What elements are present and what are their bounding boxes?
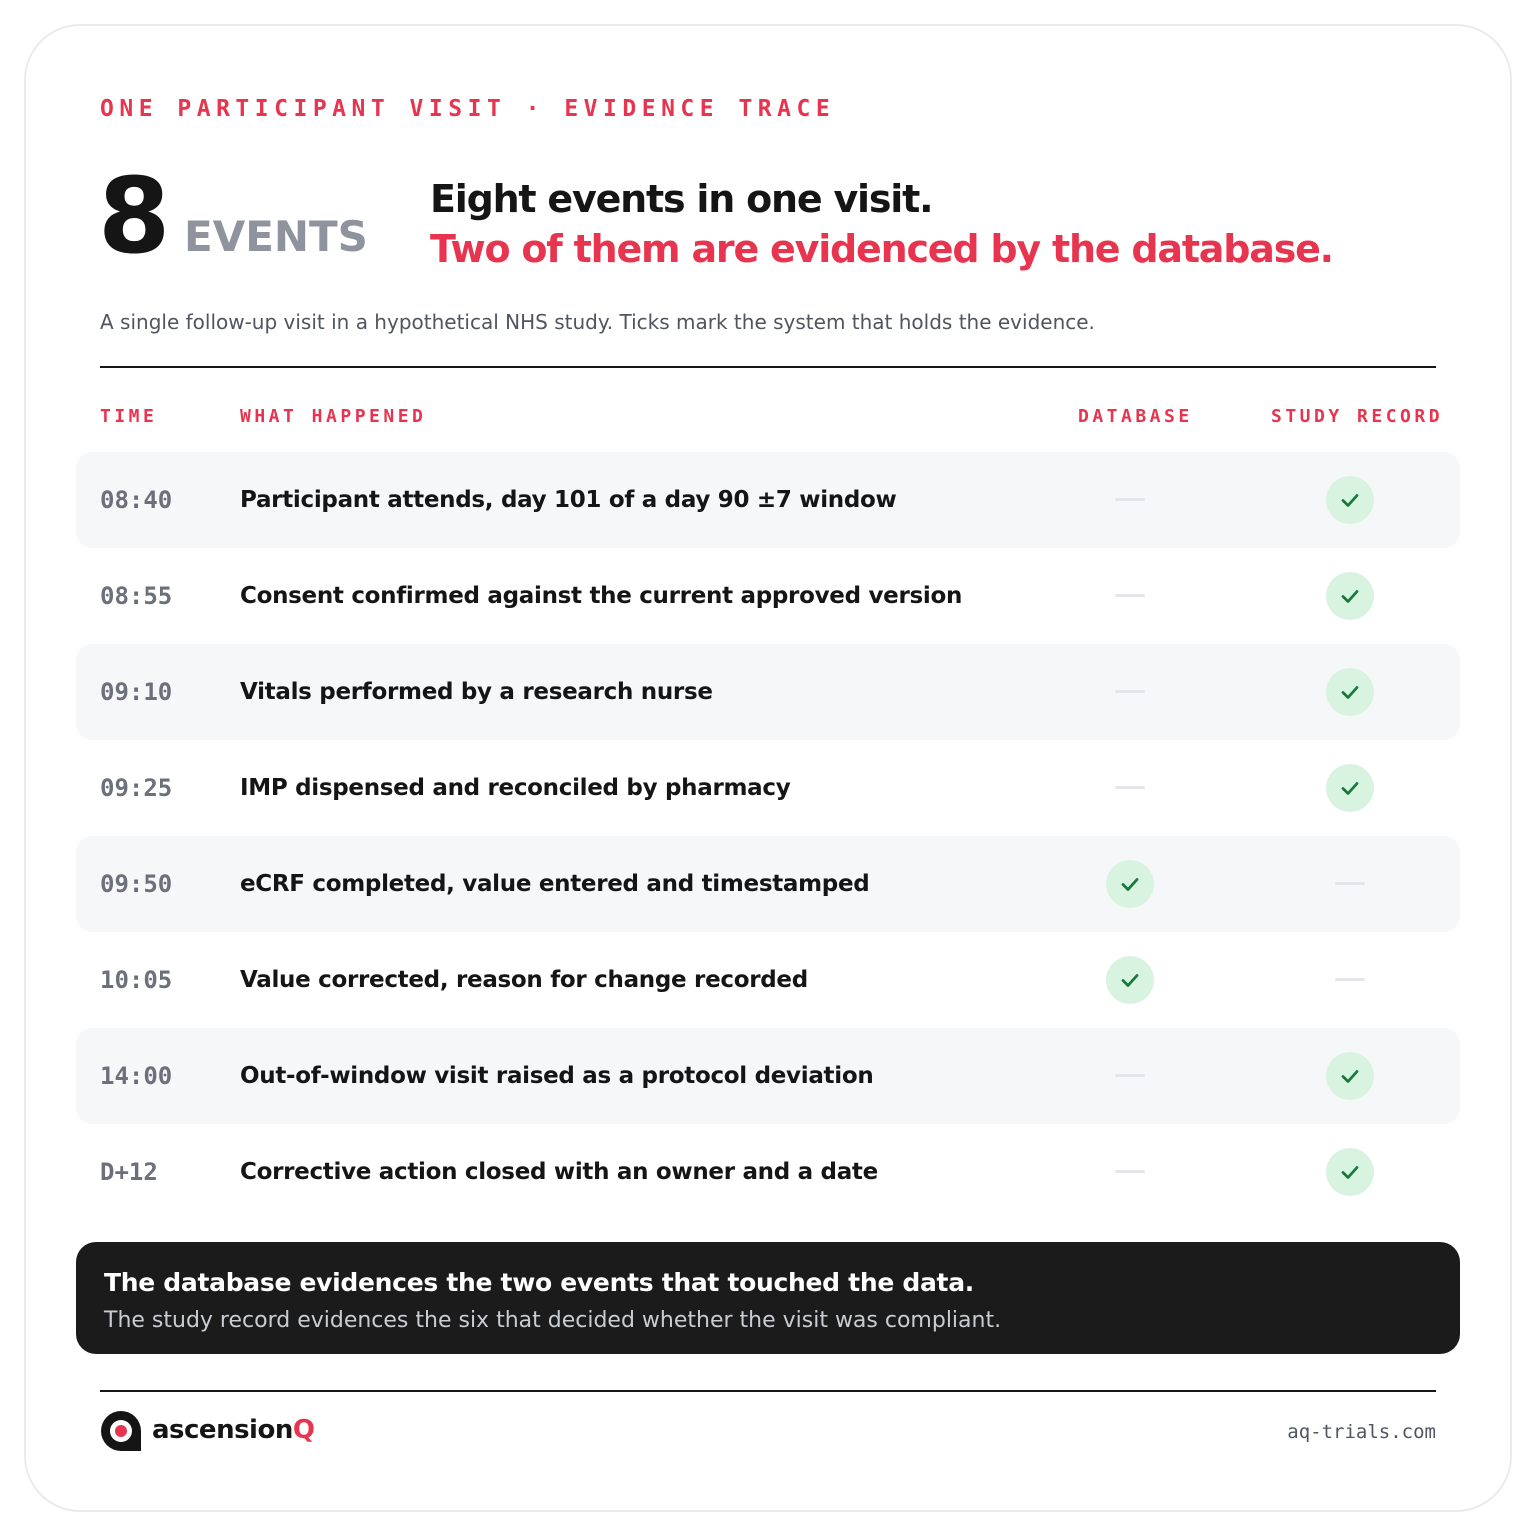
table-row <box>76 1028 1460 1124</box>
event-count-unit: EVENTS <box>184 212 368 261</box>
website-link[interactable]: aq-trials.com <box>1287 1421 1436 1443</box>
check-icon <box>1326 1052 1374 1100</box>
headline-accent: Two of them are evidenced by the database. <box>430 227 1333 271</box>
eyebrow: ONE PARTICIPANT VISIT · EVIDENCE TRACE <box>100 96 836 122</box>
column-header-time: TIME <box>100 406 158 427</box>
callout-body: The study record evidences the six that decided whether the visit was compliant. <box>104 1308 1002 1333</box>
row-time: 09:50 <box>100 870 173 898</box>
dash-icon <box>1115 1074 1145 1077</box>
row-what-happened: Out-of-window visit raised as a protocol deviation <box>240 1063 874 1089</box>
row-what-happened: Consent confirmed against the current approved version <box>240 583 963 609</box>
column-header-study-record: STUDY RECORD <box>1271 406 1444 427</box>
table-row <box>76 932 1460 1028</box>
row-study-record-cell <box>1302 932 1398 1028</box>
row-what-happened: eCRF completed, value entered and timestamped <box>240 871 870 897</box>
table-row <box>76 644 1460 740</box>
row-study-record-cell <box>1302 1028 1398 1124</box>
row-what-happened: IMP dispensed and reconciled by pharmacy <box>240 775 791 801</box>
dash-icon <box>1115 690 1145 693</box>
divider-top <box>100 366 1436 368</box>
ascensionq-logo-icon <box>100 1410 142 1452</box>
row-time: 08:55 <box>100 582 173 610</box>
event-count: 8 <box>98 155 168 277</box>
row-study-record-cell <box>1302 548 1398 644</box>
table-row <box>76 836 1460 932</box>
row-study-record-cell <box>1302 452 1398 548</box>
check-icon <box>1106 860 1154 908</box>
row-database-cell <box>1082 836 1178 932</box>
column-header-what-happened: WHAT HAPPENED <box>240 406 427 427</box>
row-time: 14:00 <box>100 1062 173 1090</box>
row-database-cell <box>1082 740 1178 836</box>
table-row <box>76 548 1460 644</box>
row-database-cell <box>1082 1028 1178 1124</box>
row-study-record-cell <box>1302 740 1398 836</box>
table-row <box>76 1124 1460 1220</box>
row-what-happened: Corrective action closed with an owner and a date <box>240 1159 878 1185</box>
row-study-record-cell <box>1302 836 1398 932</box>
row-database-cell <box>1082 932 1178 1028</box>
divider-bottom <box>100 1390 1436 1392</box>
dash-icon <box>1335 978 1365 981</box>
row-study-record-cell <box>1302 1124 1398 1220</box>
row-database-cell <box>1082 644 1178 740</box>
headline-primary: Eight events in one visit. <box>430 177 933 221</box>
table-row <box>76 740 1460 836</box>
dash-icon <box>1115 1170 1145 1173</box>
table-row <box>76 452 1460 548</box>
row-time: 09:10 <box>100 678 173 706</box>
row-study-record-cell <box>1302 644 1398 740</box>
brand-name-accent: Q <box>292 1415 315 1445</box>
row-what-happened: Vitals performed by a research nurse <box>240 679 713 705</box>
brand-name-main: ascension <box>152 1415 293 1445</box>
row-time: 08:40 <box>100 486 173 514</box>
check-icon <box>1326 476 1374 524</box>
row-database-cell <box>1082 548 1178 644</box>
dash-icon <box>1115 498 1145 501</box>
check-icon <box>1326 572 1374 620</box>
row-time: D+12 <box>100 1158 158 1186</box>
check-icon <box>1326 1148 1374 1196</box>
row-what-happened: Participant attends, day 101 of a day 90 ±7 window <box>240 487 897 513</box>
row-database-cell <box>1082 452 1178 548</box>
row-what-happened: Value corrected, reason for change recorded <box>240 967 808 993</box>
check-icon <box>1326 764 1374 812</box>
dash-icon <box>1115 594 1145 597</box>
row-database-cell <box>1082 1124 1178 1220</box>
check-icon <box>1106 956 1154 1004</box>
column-header-database: DATABASE <box>1078 406 1193 427</box>
row-time: 09:25 <box>100 774 173 802</box>
dash-icon <box>1115 786 1145 789</box>
dash-icon <box>1335 882 1365 885</box>
callout-title: The database evidences the two events that touched the data. <box>104 1268 974 1297</box>
row-time: 10:05 <box>100 966 173 994</box>
check-icon <box>1326 668 1374 716</box>
subtitle: A single follow-up visit in a hypothetical NHS study. Ticks mark the system that holds the evidence. <box>100 310 1095 334</box>
brand-name <box>152 1412 314 1448</box>
evidence-table <box>76 452 1460 1220</box>
summary-callout <box>76 1242 1460 1354</box>
